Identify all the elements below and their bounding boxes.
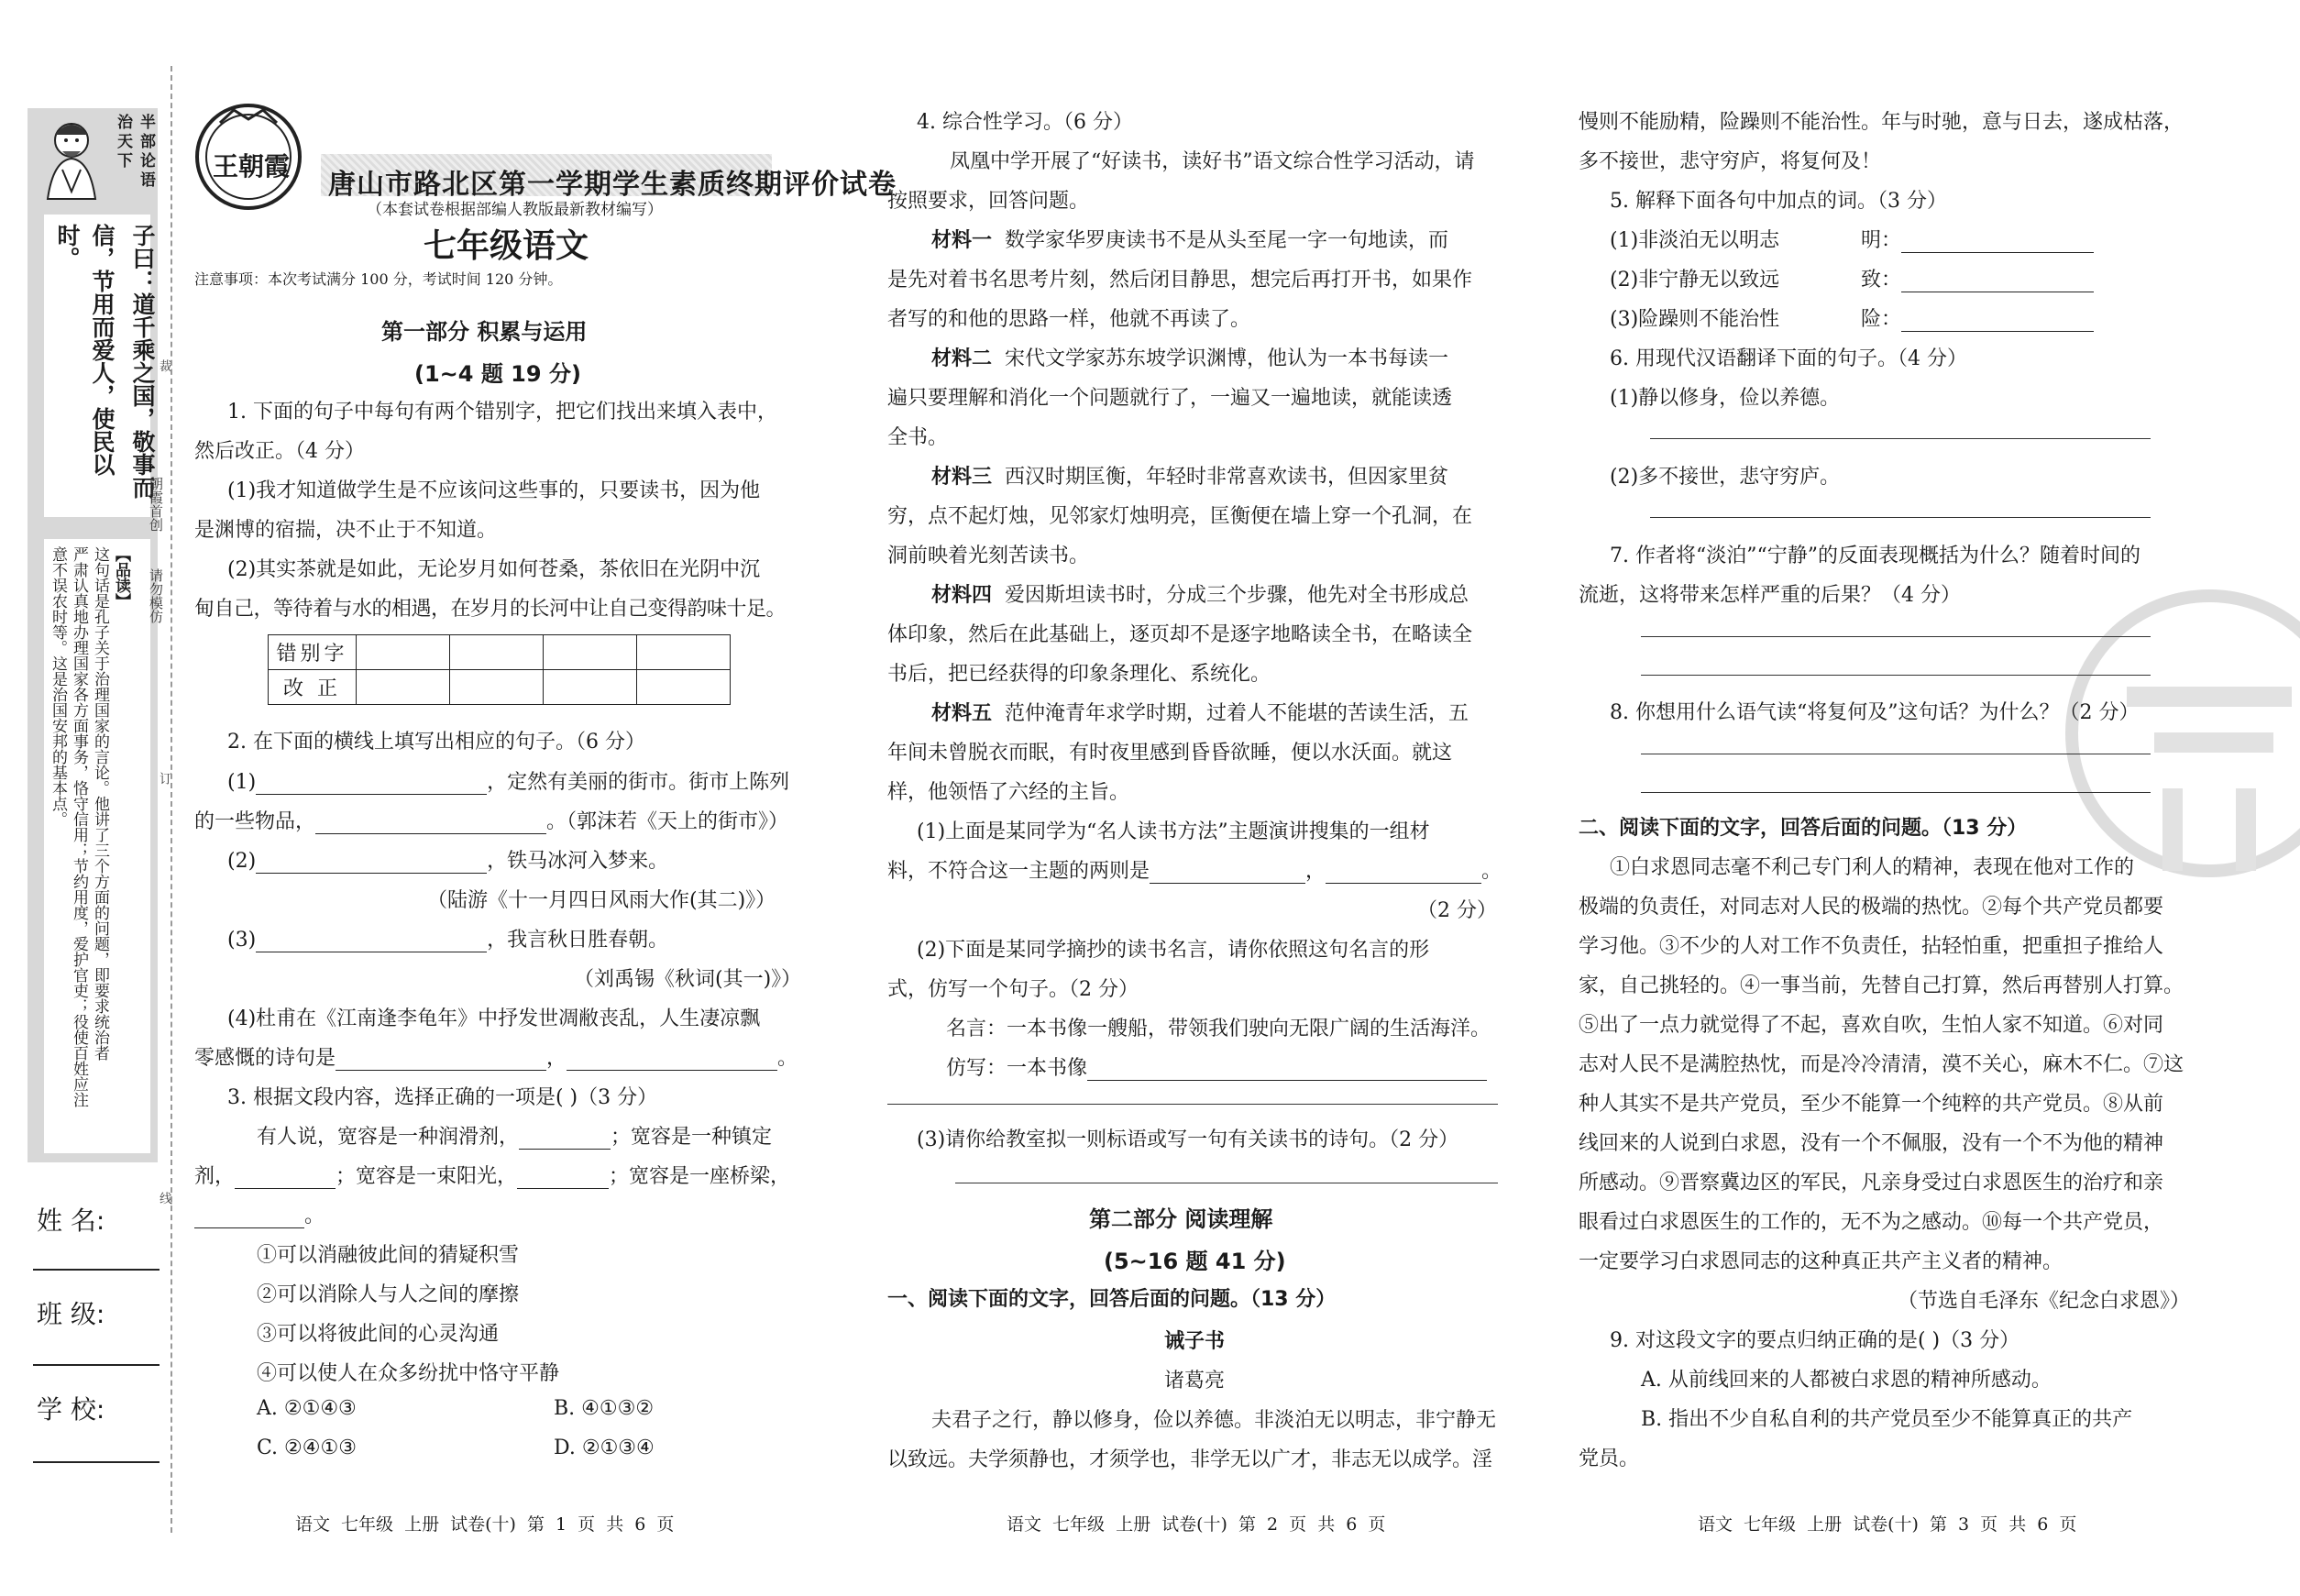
motto: 名言：一本书像一艘船，带领我们驶向无限广阔的生活海洋。 xyxy=(946,1018,1491,1040)
sidebar-slogan: 半部论语治天下 xyxy=(114,114,155,191)
q5-word: 致： xyxy=(1861,269,1902,292)
answer-blank[interactable] xyxy=(1150,865,1305,884)
material-text: 范仲淹青年求学时期，过着人不能堪的苦读生活，五 xyxy=(1005,702,1469,725)
question-1-cont: 然后改正。（4 分） xyxy=(194,440,365,463)
q3-text: ；宽容是一座桥梁， xyxy=(609,1165,791,1188)
note-line: 严肃认真地办理国家各方面事务，恪守信用；节约用度，爱护官吏；役使百姓应注 xyxy=(70,546,88,1107)
text-line: ⑤出了一点力就觉得了不起，喜欢自吹，生怕人家不知道。⑥对同 xyxy=(1579,1014,2164,1037)
question-8: 8. 你想用什么语气读“将复何及”这句话？为什么？（2 分） xyxy=(1610,701,2140,724)
cut-mark: 线 xyxy=(158,1192,172,1205)
confucius-icon xyxy=(35,115,106,201)
material-text: 宋代文学家苏东坡学识渊博，他认为一本书每读一 xyxy=(1005,347,1449,370)
answer-blank[interactable] xyxy=(567,1052,777,1071)
q4-sub-3: (3)请你给教室拟一则标语或写一句有关读书的诗句。（2 分） xyxy=(917,1128,1459,1151)
text-line: 极端的负责任，对同志对人民的极端的热忱。②每个共产党员都要 xyxy=(1579,896,2164,919)
text-line: 学习他。③不少的人对工作不负责任，拈轻怕重，把重担子推给人 xyxy=(1579,935,2164,958)
page-footer: 语文 七年级 上册 试卷(十) 第 2 页 共 6 页 xyxy=(1007,1514,1386,1535)
material-text: 遍只要理解和消化一个问题就行了，一遍又一遍地读，就能读透 xyxy=(887,387,1453,410)
reading-1-title: 一、阅读下面的文字，回答后面的问题。（13 分） xyxy=(887,1288,1337,1311)
choice-a[interactable]: A. ②①④③ xyxy=(257,1397,357,1420)
material-text: 年间未曾脱衣而眠，有时夜里感到昏昏欲睡，便以水沃面。就这 xyxy=(887,742,1453,765)
answer-line[interactable] xyxy=(1641,675,2151,676)
answer-blank[interactable] xyxy=(1901,235,2094,253)
question-7: 7. 作者将“淡泊”“宁静”的反面表现概括为什么？随着时间的 xyxy=(1610,545,2140,567)
table-cell[interactable] xyxy=(357,670,450,705)
page-footer: 语文 七年级 上册 试卷(十) 第 1 页 共 6 页 xyxy=(295,1514,675,1535)
table-header: 错别字 xyxy=(269,635,357,670)
q6-item: (2)多不接世，悲守穷庐。 xyxy=(1610,466,1841,489)
q3-text: ；宽容是一束阳光， xyxy=(336,1165,518,1188)
q1-sentence-1: (1)我才知道做学生是不应该问这些事的，只要读书，因为他 xyxy=(227,479,761,502)
q4-sub-1-cont: 料，不符合这一主题的两则是 ， 。 xyxy=(887,860,1502,883)
q5-word: 险： xyxy=(1861,308,1902,331)
answer-blank[interactable] xyxy=(256,855,487,874)
material-3 xyxy=(931,461,1448,490)
answer-blank[interactable] xyxy=(256,776,487,795)
material-4 xyxy=(931,579,1469,608)
class-field[interactable] xyxy=(33,1364,160,1366)
table-cell[interactable] xyxy=(637,670,731,705)
answer-line[interactable] xyxy=(1641,636,2151,637)
q3-text: ；宽容是一种镇定 xyxy=(611,1126,773,1149)
q5-answer xyxy=(1861,264,2094,292)
material-5 xyxy=(931,698,1469,726)
material-tag: 材料三 xyxy=(931,466,993,489)
q9-choice-b-cont: 党员。 xyxy=(1579,1447,1640,1470)
text-line: 志对人民不是满腔热忱，而是冷冷清清，漠不关心，麻木不仁。⑦这 xyxy=(1579,1053,2184,1076)
part1-range: (1~4 题 19 分) xyxy=(414,361,581,387)
table-cell[interactable] xyxy=(637,635,731,670)
table-header: 改 正 xyxy=(269,670,357,705)
answer-blank[interactable] xyxy=(517,1171,609,1189)
q2-3 xyxy=(227,924,668,952)
material-text: 爱因斯坦读书时，分成三个步骤，他先对全书形成总 xyxy=(1005,584,1469,607)
choice-b[interactable]: B. ④①③② xyxy=(554,1397,655,1420)
q4-sub-1: (1)上面是某同学为“名人读书方法”主题演讲搜集的一组材 xyxy=(917,820,1430,843)
table-cell[interactable] xyxy=(450,670,544,705)
table-cell[interactable] xyxy=(544,670,637,705)
side-mark: 请勿模仿 xyxy=(148,568,164,623)
text-line: 种人其实不是共产党员，至少不能算一个纯粹的共产党员。⑧从前 xyxy=(1579,1093,2164,1116)
q2-1-num: (1) xyxy=(227,771,257,794)
q2-1-cont xyxy=(194,806,788,834)
table-cell[interactable] xyxy=(450,635,544,670)
q5-item: (2)非宁静无以致远 xyxy=(1610,269,1780,292)
q4-sub-2: (2)下面是某同学摘抄的读书名言，请你依照这句名言的形 xyxy=(917,939,1430,962)
note-line: 这句话是孔子关于治理国家的言论。他讲了三个方面的问题，即要求统治者 xyxy=(91,546,109,1061)
answer-blank[interactable] xyxy=(519,1131,611,1150)
correction-table xyxy=(268,634,731,705)
q2-3-source: （刘禹锡《秋词(其一)》） xyxy=(574,968,802,991)
part1-title: 第一部分 积累与运用 xyxy=(381,319,588,345)
text-line: 一定要学习白求恩同志的这种真正共产主义者的精神。 xyxy=(1579,1250,2063,1273)
question-7-cont: 流逝，这将带来怎样严重的后果？（4 分） xyxy=(1579,584,1961,607)
text-line: ①白求恩同志毫不利己专门利人的精神，表现在他对工作的 xyxy=(1610,856,2135,879)
q3-text: 有人说，宽容是一种润滑剂， xyxy=(257,1126,520,1149)
material-text: 全书。 xyxy=(887,426,949,449)
material-text: 穷，点不起灯烛，见邻家灯烛明亮，匡衡便在墙上穿一个孔洞，在 xyxy=(887,505,1473,528)
q2-2-source: （陆游《十一月四日风雨大作(其二)》） xyxy=(427,889,776,912)
q3-option: ①可以消融彼此间的猜疑积雪 xyxy=(257,1244,520,1267)
answer-line[interactable] xyxy=(1650,517,2151,518)
subject-title: 七年级语文 xyxy=(424,227,589,265)
text-line: 家，自己挑轻的。④一事当前，先替自己打算，然后再替别人打算。 xyxy=(1579,974,2184,997)
q3-option: ④可以使人在众多纷扰中恪守平静 xyxy=(257,1362,560,1385)
text-line: 以致远。夫学须静也，才须学也，非学无以广才，非志无以成学。淫 xyxy=(887,1448,1493,1471)
sidebar xyxy=(28,108,158,1162)
cut-mark: 裁 xyxy=(158,359,172,372)
exam-title: 唐山市路北区第一学期学生素质终期评价试卷 xyxy=(328,169,897,201)
name-field[interactable] xyxy=(33,1269,160,1271)
sidebar-note xyxy=(44,539,150,1153)
answer-blank[interactable] xyxy=(336,1052,546,1071)
answer-blank[interactable] xyxy=(1901,274,2094,292)
reading-2-title: 二、阅读下面的文字，回答后面的问题。（13 分） xyxy=(1579,817,2028,840)
q2-4: (4)杜甫在《江南逢李龟年》中抒发世凋敝丧乱，人生凄凉飘 xyxy=(227,1007,761,1030)
text-author: 诸葛亮 xyxy=(1164,1370,1226,1392)
text-line: 眼看过白求恩医生的工作的，无不为之感动。⑩每一个共产党员， xyxy=(1579,1211,2164,1234)
logo-text: 王朝霞 xyxy=(213,151,291,182)
cut-mark: 订 xyxy=(158,772,172,785)
choice-c[interactable]: C. ②④①③ xyxy=(257,1436,357,1459)
choice-d[interactable]: D. ②①③④ xyxy=(554,1436,655,1459)
quote-line: 子曰：道千乘之国，敬事而 xyxy=(129,224,156,499)
material-text: 洞前映着光刻苦读书。 xyxy=(887,545,1090,567)
material-tag: 材料五 xyxy=(931,702,993,725)
question-3: 3. 根据文段内容，选择正确的一项是( )（3 分） xyxy=(227,1086,658,1109)
question-4: 4. 综合性学习。（6 分） xyxy=(917,111,1133,134)
q5-answer xyxy=(1861,303,2094,332)
name-label: 姓 名: xyxy=(37,1205,105,1236)
side-mark: 朝霞首创 xyxy=(148,477,164,532)
question-2: 2. 在下面的横线上填写出相应的句子。（6 分） xyxy=(227,731,645,754)
material-text: 书后，把已经获得的印象条理化、系统化。 xyxy=(887,663,1271,686)
answer-blank[interactable] xyxy=(315,816,546,834)
imitation-label: 仿写：一本书像 xyxy=(946,1057,1088,1080)
q2-4-text: 零感慨的诗句是 xyxy=(194,1047,336,1070)
q1-sentence-2-cont: 甸自己，等待着与水的相遇，在岁月的长河中让自己变得韵味十足。 xyxy=(194,598,787,621)
material-2 xyxy=(931,343,1448,371)
question-1: 1. 下面的句子中每句有两个错别字，把它们找出来填入表中， xyxy=(227,401,777,424)
q5-item: (1)非淡泊无以明志 xyxy=(1610,229,1780,252)
part2-title: 第二部分 阅读理解 xyxy=(1089,1206,1273,1232)
q2-4-cont: 零感慨的诗句是 ， 。 xyxy=(194,1047,798,1070)
q2-3-text: ，我言秋日胜春朝。 xyxy=(487,929,669,952)
text-source: （节选自毛泽东《纪念白求恩》） xyxy=(1898,1290,2191,1313)
note-tag: 【品读】 xyxy=(112,546,130,609)
material-1 xyxy=(931,225,1448,253)
text-line: 夫君子之行，静以修身，俭以养德。非淡泊无以明志，非宁静无 xyxy=(931,1409,1497,1432)
text-line: 慢则不能励精，险躁则不能治性。年与时驰，意与日去，遂成枯落， xyxy=(1579,111,2184,134)
text-line: 多不接世，悲守穷庐，将复何及！ xyxy=(1579,150,1882,173)
imitation xyxy=(946,1052,1487,1081)
q1-sentence-1-cont: 是渊博的宿揣，决不止于不知道。 xyxy=(194,519,498,542)
confucius-illustration xyxy=(35,114,106,202)
q3-option: ②可以消除人与人之间的摩擦 xyxy=(257,1283,520,1306)
part2-range: (5~16 题 41 分) xyxy=(1104,1249,1286,1274)
page-footer: 语文 七年级 上册 试卷(十) 第 3 页 共 6 页 xyxy=(1698,1514,2077,1535)
q2-3-num: (3) xyxy=(227,929,257,952)
q9-choice-b[interactable]: B. 指出不少自私自利的共产党员至少不能算真正的共产 xyxy=(1641,1408,2133,1431)
school-field[interactable] xyxy=(33,1461,160,1463)
material-text: 西汉时期匡衡，年轻时非常喜欢读书，但因家里贫 xyxy=(1005,466,1449,489)
fold-line xyxy=(171,66,172,1533)
quote-line: 信，节用而爱人，使民以时。 xyxy=(54,224,116,476)
q2-2 xyxy=(227,845,668,874)
q9-choice-a[interactable]: A. 从前线回来的人都被白求恩的精神所感动。 xyxy=(1641,1369,2052,1392)
text-line: 线回来的人说到白求恩，没有一个不佩服，没有一个不为他的精神 xyxy=(1579,1132,2164,1155)
q3-option: ③可以将彼此间的心灵沟通 xyxy=(257,1323,500,1346)
q2-1-text: 的一些物品， xyxy=(194,810,316,833)
material-text: 者写的和他的思路一样，他就不再读了。 xyxy=(887,308,1251,331)
answer-line[interactable] xyxy=(1641,792,2151,793)
q4-sub-2-cont: 式，仿写一个句子。（2 分） xyxy=(887,978,1139,1001)
sidebar-quote xyxy=(44,215,156,517)
q3-passage-cont xyxy=(194,1161,790,1189)
answer-blank[interactable] xyxy=(1901,314,2094,332)
q5-answer xyxy=(1861,225,2094,253)
material-tag: 材料一 xyxy=(931,229,993,252)
q3-text: 剂， xyxy=(194,1165,236,1188)
question-6: 6. 用现代汉语翻译下面的句子。（4 分） xyxy=(1610,347,1967,370)
q3-passage-end: 。 xyxy=(194,1200,325,1228)
school-label: 学 校: xyxy=(37,1394,105,1425)
answer-line[interactable] xyxy=(1650,438,2151,439)
q2-2-num: (2) xyxy=(227,850,257,873)
material-text: 样，他领悟了六经的主旨。 xyxy=(887,781,1130,804)
material-tag: 材料二 xyxy=(931,347,993,370)
q4-intro: 凤凰中学开展了“好读书，读好书”语文综合性学习活动，请 xyxy=(950,150,1475,173)
text-title: 诫子书 xyxy=(1164,1330,1226,1353)
answer-line[interactable] xyxy=(887,1104,1498,1105)
answer-blank[interactable] xyxy=(235,1171,336,1189)
material-tag: 材料四 xyxy=(931,584,993,607)
q2-2-text: ，铁马冰河入梦来。 xyxy=(487,850,669,873)
notice: 注意事项：本次考试满分 100 分，考试时间 120 分钟。 xyxy=(194,270,563,288)
sidebar-top xyxy=(35,114,155,205)
q1-sentence-2: (2)其实茶就是如此，无论岁月如何苍桑，茶依旧在光阴中沉 xyxy=(227,558,761,581)
class-label: 班 级: xyxy=(37,1299,105,1329)
table-cell[interactable] xyxy=(357,635,450,670)
q4-intro-cont: 按照要求，回答问题。 xyxy=(887,190,1090,213)
table-cell[interactable] xyxy=(544,635,637,670)
q5-item: (3)险躁则不能治性 xyxy=(1610,308,1780,331)
answer-blank[interactable] xyxy=(1326,865,1481,884)
answer-blank[interactable] xyxy=(194,1210,304,1228)
answer-blank[interactable] xyxy=(1087,1062,1487,1081)
q2-1 xyxy=(227,766,789,795)
q3-passage xyxy=(257,1121,772,1150)
material-text: 是先对着书名思考片刻，然后闭目静思，想完后再打开书，如果作 xyxy=(887,269,1473,292)
answer-blank[interactable] xyxy=(256,934,487,952)
material-text: 体印象，然后在此基础上，逐页却不是逐字地略读全书，在略读全 xyxy=(887,623,1473,646)
q4-text: 料，不符合这一主题的两则是 xyxy=(887,860,1150,883)
q2-1-source: 。（郭沫若《天上的街市》） xyxy=(546,810,789,833)
q5-word: 明： xyxy=(1861,229,1902,252)
q4-sub-1-score: （2 分） xyxy=(1417,899,1497,922)
question-9: 9. 对这段文字的要点归纳正确的是( )（3 分） xyxy=(1610,1329,2020,1352)
q2-1-text: ，定然有美丽的街市。街市上陈列 xyxy=(487,771,790,794)
text-line: 所感动。⑨晋察冀边区的军民，凡亲身受过白求恩医生的治疗和亲 xyxy=(1579,1172,2164,1194)
q6-item: (1)静以修身，俭以养德。 xyxy=(1610,387,1841,410)
exam-subtitle: （本套试卷根据部编人教版最新教材编写） xyxy=(367,201,663,219)
note-line: 意不误农时等。这是治国安邦的基本点。 xyxy=(49,546,67,827)
question-5: 5. 解释下面各句中加点的词。（3 分） xyxy=(1610,190,1947,213)
material-text: 数学家华罗庚读书不是从头至尾一字一句地读，而 xyxy=(1005,229,1449,252)
